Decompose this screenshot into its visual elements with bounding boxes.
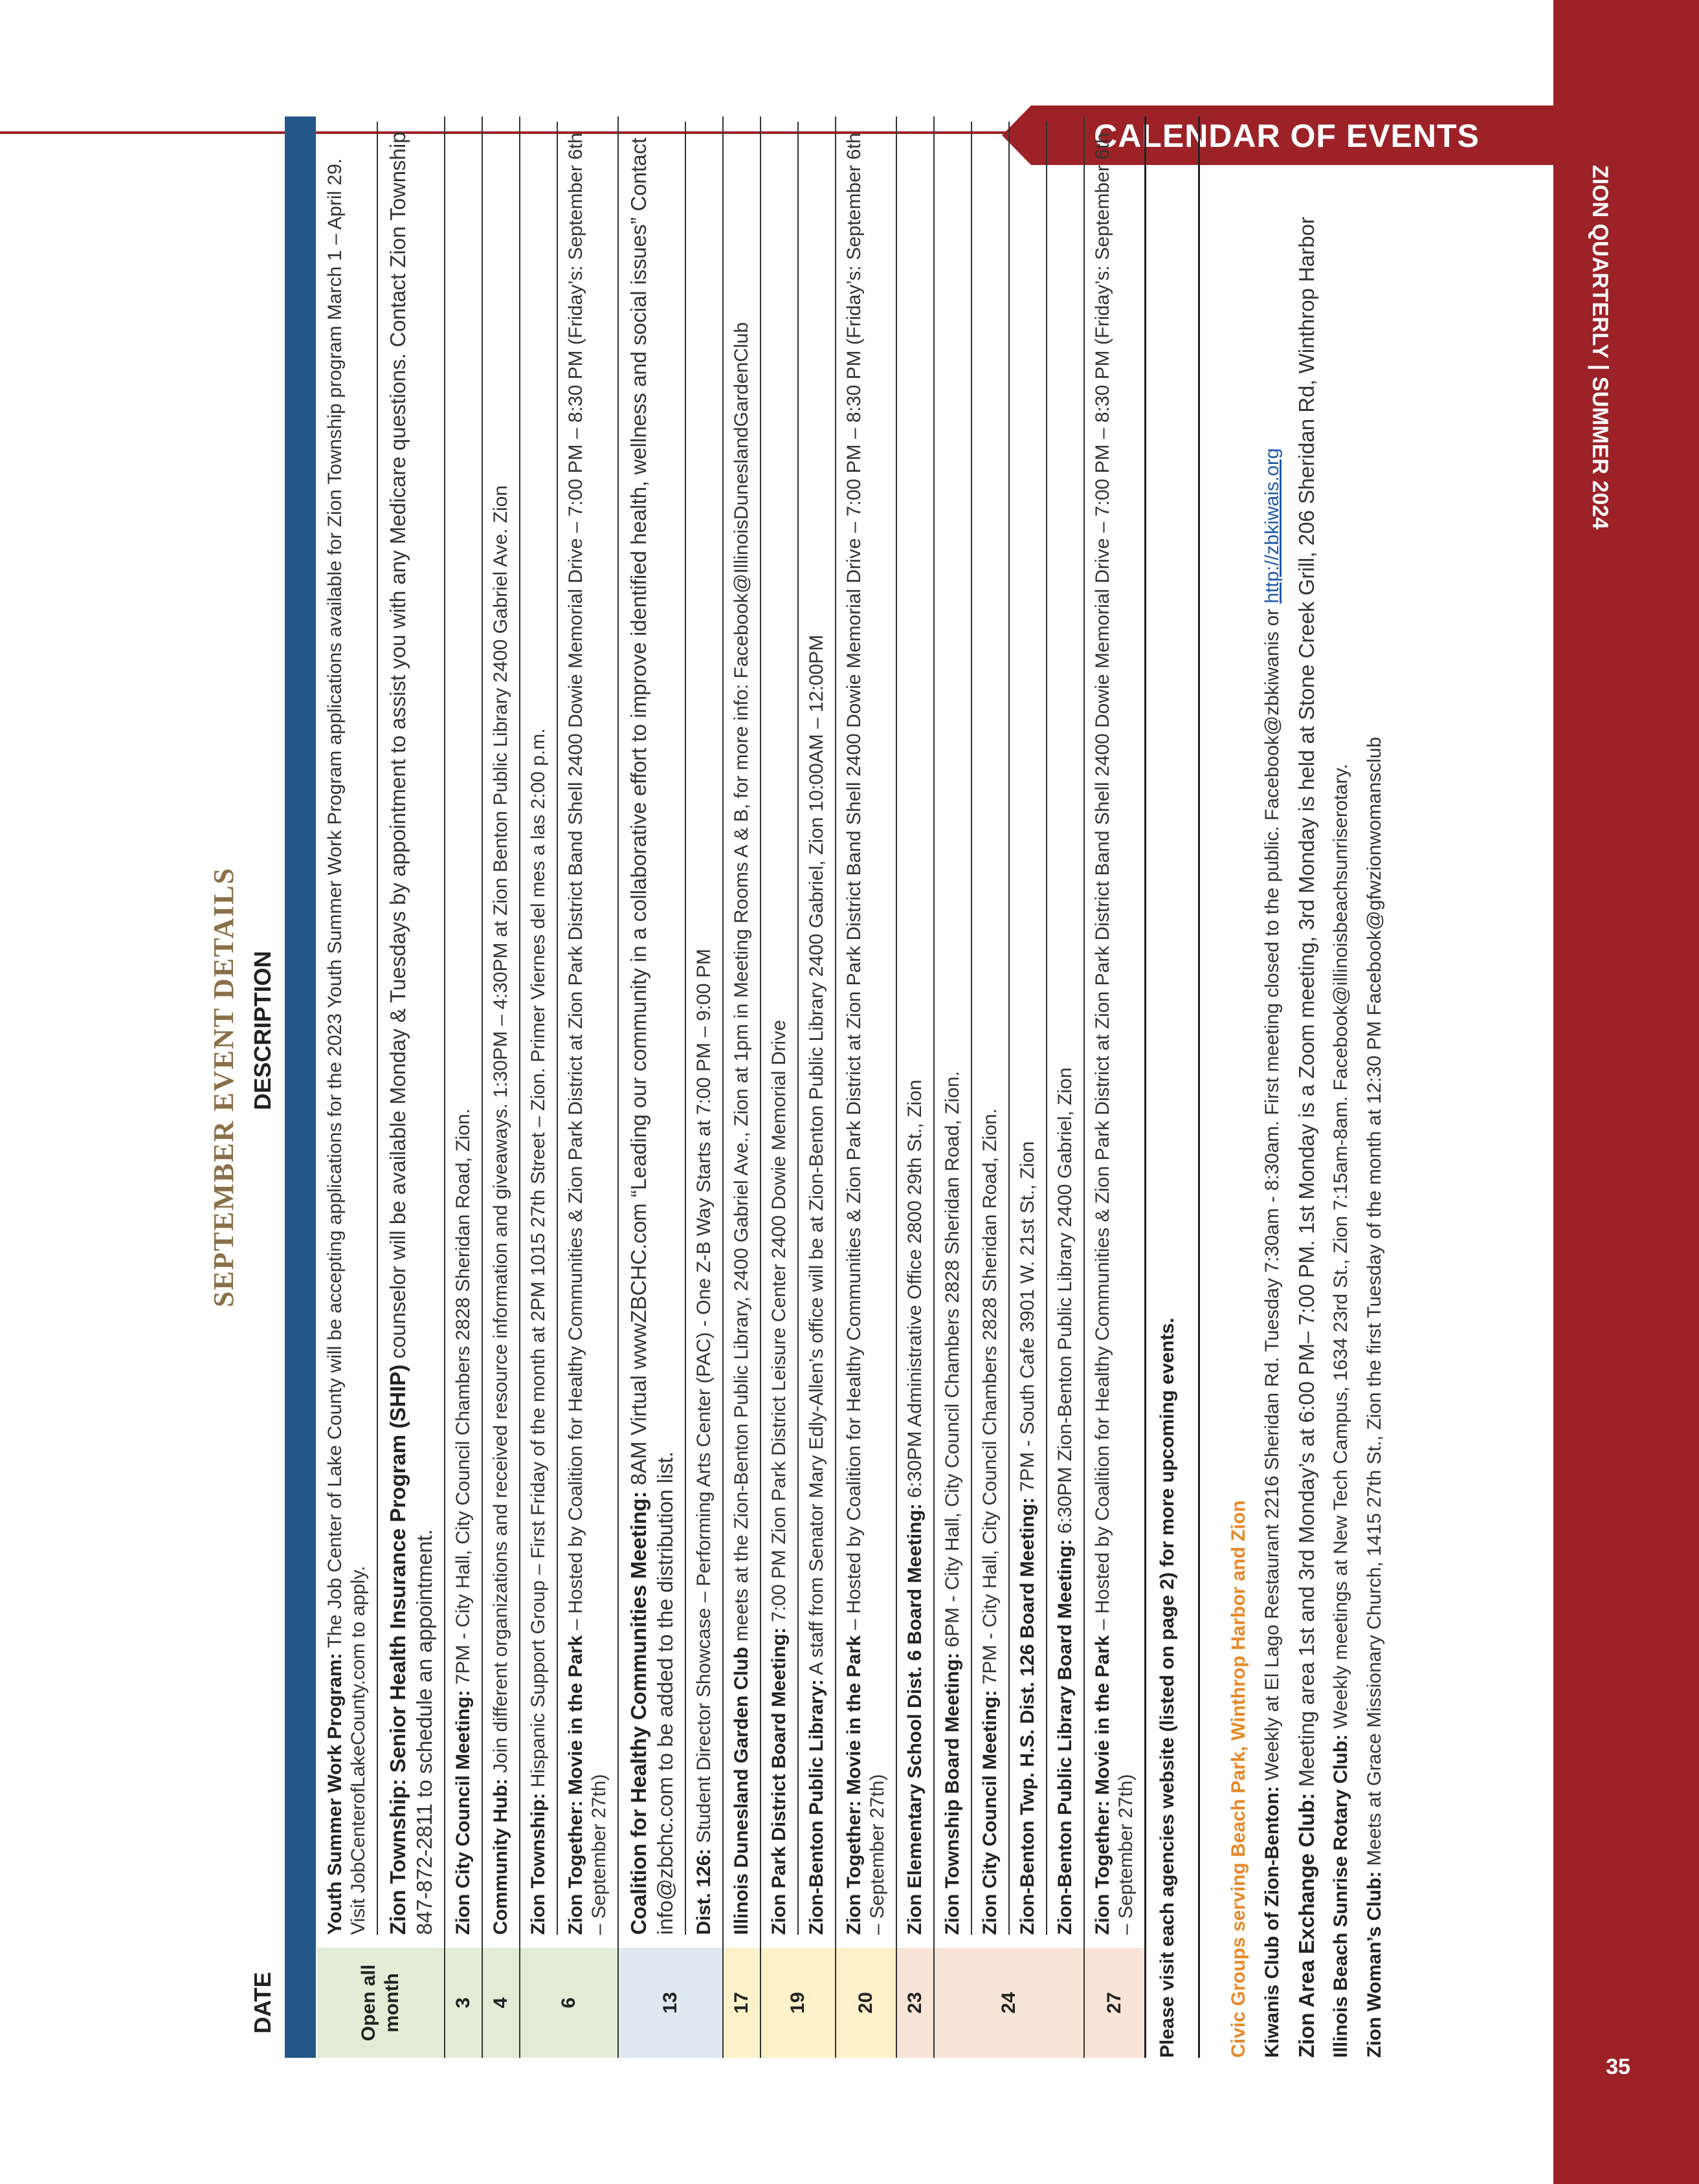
civic-group-label: Zion Area Exchange Club:: [1294, 1792, 1318, 2058]
date-cell: Open all month: [317, 1948, 444, 2058]
event-label: Youth Summer Work Program:: [324, 1653, 346, 1935]
event-text: Hispanic Support Group – First Friday of the month at 2PM 1015 27th Street – Zion. Primer Viernes del mes a las 2:00 p.m.: [527, 728, 549, 1793]
date-cell: 6: [520, 1948, 617, 2058]
description-cell: [761, 116, 835, 1948]
table-row: [520, 116, 619, 2058]
table-row: [836, 116, 897, 2058]
civic-group-label: Illinois Beach Sunrise Rotary Club:: [1330, 1734, 1351, 2058]
table-row: [317, 116, 445, 2058]
description-cell: [520, 116, 617, 1948]
event-text: 6:30PM Zion-Benton Public Library 2400 Gabriel, Zion: [1054, 1067, 1076, 1539]
event-entry: [619, 122, 685, 1935]
event-text: 8AM Virtual wwwZBCHC.com “Leading our community in a collaborative effort to improve identified health, wellness and social issues” Contact info@zbchc.com to be added to the distribution list.: [627, 137, 677, 1935]
event-label: Zion Township: Senior Health Insurance Program (SHIP): [386, 1364, 410, 1935]
event-entry: [897, 122, 933, 1935]
event-label: Community Hub:: [490, 1778, 511, 1935]
date-cell: 17: [724, 1948, 760, 2058]
date-cell: 4: [483, 1948, 519, 2058]
event-text: 7PM - City Hall, City Council Chambers 2828 Sheridan Road, Zion.: [452, 1108, 474, 1690]
civic-group-item: [1328, 116, 1354, 2058]
agencies-footnote: Please visit each agencies website (listed on page 2) for more upcoming events.: [1155, 116, 1200, 2058]
event-text: – Hosted by Coalition for Healthy Communities & Zion Park District at Zion Park District Band Shell 2400 Dowie Memorial Drive – 7:00 PM – 8:30 PM (Friday’s: September 6th – September 27th): [565, 133, 610, 1935]
description-column-header: DESCRIPTION: [249, 951, 276, 1110]
description-cell: [445, 116, 482, 1948]
date-cell: 13: [619, 1948, 722, 2058]
event-entry: [1046, 122, 1083, 1935]
civic-groups-section: [1226, 116, 1388, 2058]
event-label: Zion City Council Meeting:: [452, 1690, 474, 1935]
date-cell: 24: [935, 1948, 1083, 2058]
civic-group-text: Meeting area 1st and 3rd Monday’s at 6:00 PM– 7:00 PM. 1st Monday is a Zoom meeting, 3rd Monday is held at Stone Creek Grill, 206 Sheridan Rd, Winthrop Harbor: [1294, 217, 1318, 1793]
civic-group-item: [1293, 116, 1320, 2058]
date-cell: 27: [1085, 1948, 1144, 2058]
event-entry: [1008, 122, 1046, 1935]
event-text: meets at the Zion-Benton Public Library, 2400 Gabriel Ave., Zion at 1pm in Meeting Rooms A & B, for more info: Facebook@IllinoisDuneslandGardenClub: [731, 322, 752, 1647]
table-row: [897, 116, 935, 2058]
table-row: [761, 116, 836, 2058]
event-label: Zion Together: Movie in the Park: [1092, 1635, 1113, 1935]
event-text: 7PM - City Hall, City Council Chambers 2828 Sheridan Road, Zion.: [979, 1108, 1001, 1690]
event-entry: [797, 122, 835, 1935]
table-row: [619, 116, 724, 2058]
event-entry: [836, 122, 896, 1935]
event-label: Zion Together: Movie in the Park: [565, 1635, 586, 1935]
rotated-content: [194, 116, 1618, 2058]
date-cell: 23: [897, 1948, 933, 2058]
event-label: Zion Township Board Meeting:: [942, 1652, 963, 1935]
event-text: Join different organizations and received resource information and giveaways. 1:30PM – 4:30PM at Zion Benton Public Library 2400 Gabriel Ave. Zion: [490, 485, 511, 1779]
event-label: Zion Park District Board Meeting:: [768, 1627, 790, 1935]
event-label: Zion Together: Movie in the Park: [843, 1635, 865, 1935]
event-label: Zion City Council Meeting:: [979, 1690, 1001, 1935]
event-text: Student Director Showcase – Performing Arts Center (PAC) - One Z-B Way Starts at 7:00 PM – 9:00 PM: [693, 949, 715, 1849]
date-column-header: DATE: [249, 1972, 276, 2034]
event-entry: [685, 122, 722, 1935]
event-label: Zion-Benton Twp. H.S. Dist. 126 Board Meeting:: [1017, 1497, 1038, 1935]
description-cell: [935, 116, 1083, 1948]
section-title: SEPTEMBER EVENT DETAILS: [208, 866, 239, 1308]
event-label: Zion Elementary School Dist. 6 Board Meeting:: [904, 1503, 926, 1935]
calendar-banner-title: CALENDAR OF EVENTS: [1094, 118, 1480, 154]
events-table: [317, 116, 1388, 2058]
civic-group-label: Kiwanis Club of Zion-Benton:: [1261, 1786, 1283, 2058]
table-row: [483, 116, 520, 2058]
civic-groups-title: Civic Groups serving Beach Park, Winthrop Harbor and Zion: [1228, 1500, 1249, 2058]
event-label: Zion-Benton Public Library Board Meeting:: [1054, 1539, 1076, 1935]
table-header-bar: [285, 116, 316, 2058]
event-text: A staff from Senator Mary Edly-Allen’s office will be at Zion-Benton Public Library 2400 Gabriel, Zion 10:00AM – 12:00PM: [806, 634, 827, 1679]
event-label: Zion-Benton Public Library:: [806, 1679, 827, 1935]
event-entry: [1085, 122, 1144, 1935]
table-row: [724, 116, 761, 2058]
event-entry: [377, 122, 444, 1935]
event-text: – Hosted by Coalition for Healthy Communities & Zion Park District at Zion Park District Band Shell 2400 Dowie Memorial Drive – 7:00 PM – 8:30 PM (Friday’s: September 6th – September 27th): [1092, 133, 1137, 1935]
event-entry: [761, 122, 797, 1935]
civic-group-text: Meets at Grace Missionary Church, 1415 27th St., Zion the first Tuesday of the month at 12:30 PM Facebook@gfwzionwomansclub: [1364, 736, 1385, 1871]
description-cell: [317, 116, 444, 1948]
description-cell: [724, 116, 760, 1948]
description-cell: [1085, 116, 1144, 1948]
event-entry: [724, 122, 760, 1935]
table-row: [445, 116, 483, 2058]
description-cell: [619, 116, 722, 1948]
event-entry: [935, 122, 971, 1935]
date-cell: 20: [836, 1948, 896, 2058]
publication-title-text: ZION QUARTERLY | SUMMER 2024: [1588, 165, 1612, 530]
description-cell: [483, 116, 519, 1948]
event-text: counselor will be available Monday & Tuesdays by appointment to assist you with any Medicare questions. Contact Zion Township 847-872-2811 to schedule an appointment.: [386, 131, 436, 1935]
event-label: Zion Township:: [527, 1792, 549, 1935]
event-entry: [483, 122, 519, 1935]
civic-group-item: [1260, 116, 1285, 2058]
event-label: Coalition for Healthy Communities Meeting:: [627, 1491, 650, 1935]
event-entry: [971, 122, 1008, 1935]
event-entry: [557, 122, 617, 1935]
table-row: [935, 116, 1085, 2058]
civic-group-text: Weekly meetings at New Tech Campus, 1634 23rd St., Zion 7:15am-8am. Facebook@illinoisbeachsunriserotary.: [1330, 764, 1351, 1734]
event-text: 6:30PM Administrative Office 2800 29th St., Zion: [904, 1079, 926, 1504]
event-label: Illinois Dunesland Garden Club: [731, 1646, 752, 1935]
event-label: Dist. 126:: [693, 1848, 715, 1935]
date-cell: 3: [445, 1948, 482, 2058]
description-cell: [836, 116, 896, 1948]
event-text: The Job Center of Lake County will be accepting applications for the 2023 Youth Summer Work Program applications available for Zion Township program March 1 – April 29. Visit JobCenterofLakeCounty.com to apply.: [324, 158, 369, 1935]
kiwanis-website-link[interactable]: http://zbkiwais.org: [1261, 448, 1283, 604]
civic-group-label: Zion Woman’s Club:: [1364, 1871, 1385, 2058]
civic-group-item: [1362, 116, 1388, 2058]
date-cell: 19: [761, 1948, 835, 2058]
civic-group-text: Weekly at El Lago Restaurant 2216 Sheridan Rd. Tuesday 7:30am - 8:30am. First meeting closed to the public. Facebook@zbkiwanis or: [1261, 603, 1283, 1787]
table-row: [1085, 116, 1146, 2058]
page-number: 35: [1606, 2055, 1630, 2079]
event-text: 7:00 PM Zion Park District Leisure Center 2400 Dowie Memorial Drive: [768, 1020, 790, 1627]
event-entry: [445, 122, 482, 1935]
description-cell: [897, 116, 933, 1948]
event-entry: [317, 122, 377, 1935]
event-text: – Hosted by Coalition for Healthy Communities & Zion Park District at Zion Park District Band Shell 2400 Dowie Memorial Drive – 7:00 PM – 8:30 PM (Friday’s: September 6th – September 27th): [843, 133, 888, 1935]
event-entry: [520, 122, 557, 1935]
event-text: 7PM - South Cafe 3901 W. 21st St., Zion: [1017, 1141, 1038, 1497]
event-text: 6PM - City Hall, City Council Chambers 2828 Sheridan Road, Zion.: [942, 1071, 963, 1653]
